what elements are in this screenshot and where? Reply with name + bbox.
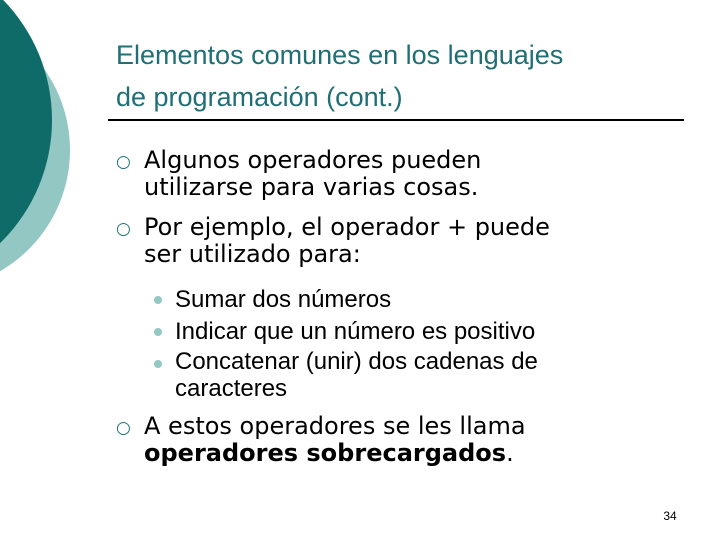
main-bullet-2-text (144, 214, 676, 268)
decorative-corner-graphic (0, 0, 120, 300)
sub-bullet-1-text: Sumar dos números (175, 286, 392, 313)
main-bullet-2-line-1: Por ejemplo, el operador + puede (144, 213, 550, 241)
sentence-period: . (506, 439, 514, 467)
filled-dot-bullet-icon (154, 360, 162, 368)
filled-dot-bullet-icon (154, 328, 162, 336)
sub-bullet-2-text: Indicar que un número es positivo (175, 318, 536, 345)
ring-bullet-icon: ○ (116, 152, 131, 172)
filled-dot-bullet-icon (154, 296, 162, 304)
ring-bullet-icon: ○ (116, 418, 131, 438)
sub-bullet-3 (168, 348, 638, 402)
main-bullet-3 (116, 413, 676, 467)
main-bullet-3-line-2 (144, 440, 676, 467)
ring-bullet-icon: ○ (116, 219, 131, 239)
title-divider (108, 119, 684, 121)
main-bullet-1-line-2: utilizarse para varias cosas. (144, 173, 479, 201)
main-bullet-2 (116, 214, 676, 268)
page-number: 34 (663, 509, 677, 523)
sub-bullet-3-line-2: caracteres (175, 375, 288, 402)
sub-bullet-2 (168, 316, 638, 348)
main-bullet-2-line-2: ser utilizado para: (144, 240, 361, 268)
main-bullet-3-line-1: A estos operadores se les llama (144, 412, 526, 440)
main-bullet-3-text (144, 413, 676, 467)
sub-bullet-3-line-1: Concatenar (unir) dos cadenas de (175, 348, 538, 375)
overloaded-operators-term: operadores sobrecargados (144, 439, 507, 467)
main-bullet-1-line-1: Algunos operadores pueden (144, 146, 482, 174)
main-bullet-1 (116, 147, 676, 201)
sub-bullet-3-text (175, 348, 638, 402)
main-bullet-1-text (144, 147, 676, 201)
slide-title-line-2: de programación (cont.) (116, 82, 403, 112)
slide-title-line-1: Elementos comunes en los lenguajes (116, 40, 564, 70)
slide-title (116, 34, 696, 118)
sub-bullet-1 (168, 284, 638, 316)
